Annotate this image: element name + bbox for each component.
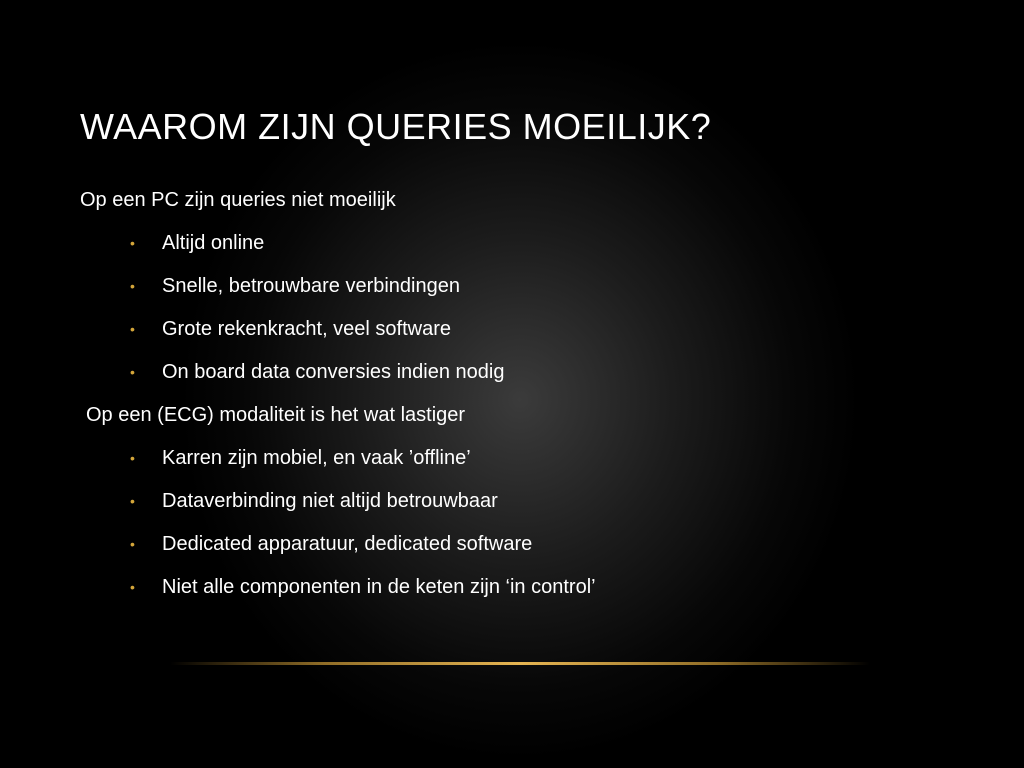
list-item: [80, 315, 940, 343]
bullet-icon: •: [130, 493, 135, 509]
bullet-icon: •: [130, 579, 135, 595]
gold-divider-line: [170, 662, 870, 665]
slide-content: [80, 186, 940, 601]
list-item: [80, 272, 940, 300]
bullet-icon: •: [130, 321, 135, 337]
list-item-text: Dedicated apparatuur, dedicated software: [162, 533, 533, 555]
list-item: [80, 444, 940, 472]
list-item: [80, 229, 940, 257]
list-item-text: Snelle, betrouwbare verbindingen: [162, 275, 460, 297]
bullet-icon: •: [130, 278, 135, 294]
bullet-icon: •: [130, 536, 135, 552]
list-item-text: Niet alle componenten in de keten zijn ‘in control’: [162, 576, 596, 598]
section-lead-modality: Op een (ECG) modaliteit is het wat lastiger: [86, 404, 466, 426]
bullet-list-modality: [80, 444, 940, 601]
list-item-text: Altijd online: [162, 232, 265, 254]
section-lead-pc: Op een PC zijn queries niet moeilijk: [80, 189, 396, 211]
slide-title: WAAROM ZIJN QUERIES MOEILIJK?: [80, 106, 712, 147]
list-item: [80, 530, 940, 558]
list-item-text: On board data conversies indien nodig: [162, 361, 505, 383]
list-item-text: Dataverbinding niet altijd betrouwbaar: [162, 490, 498, 512]
list-item-text: Karren zijn mobiel, en vaak ’offline’: [162, 447, 471, 469]
bullet-icon: •: [130, 235, 135, 251]
bullet-icon: •: [130, 450, 135, 466]
bullet-icon: •: [130, 364, 135, 380]
list-item: [80, 487, 940, 515]
list-item: [80, 573, 940, 601]
list-item-text: Grote rekenkracht, veel software: [162, 318, 452, 340]
list-item: [80, 358, 940, 386]
bullet-list-pc: [80, 229, 940, 386]
